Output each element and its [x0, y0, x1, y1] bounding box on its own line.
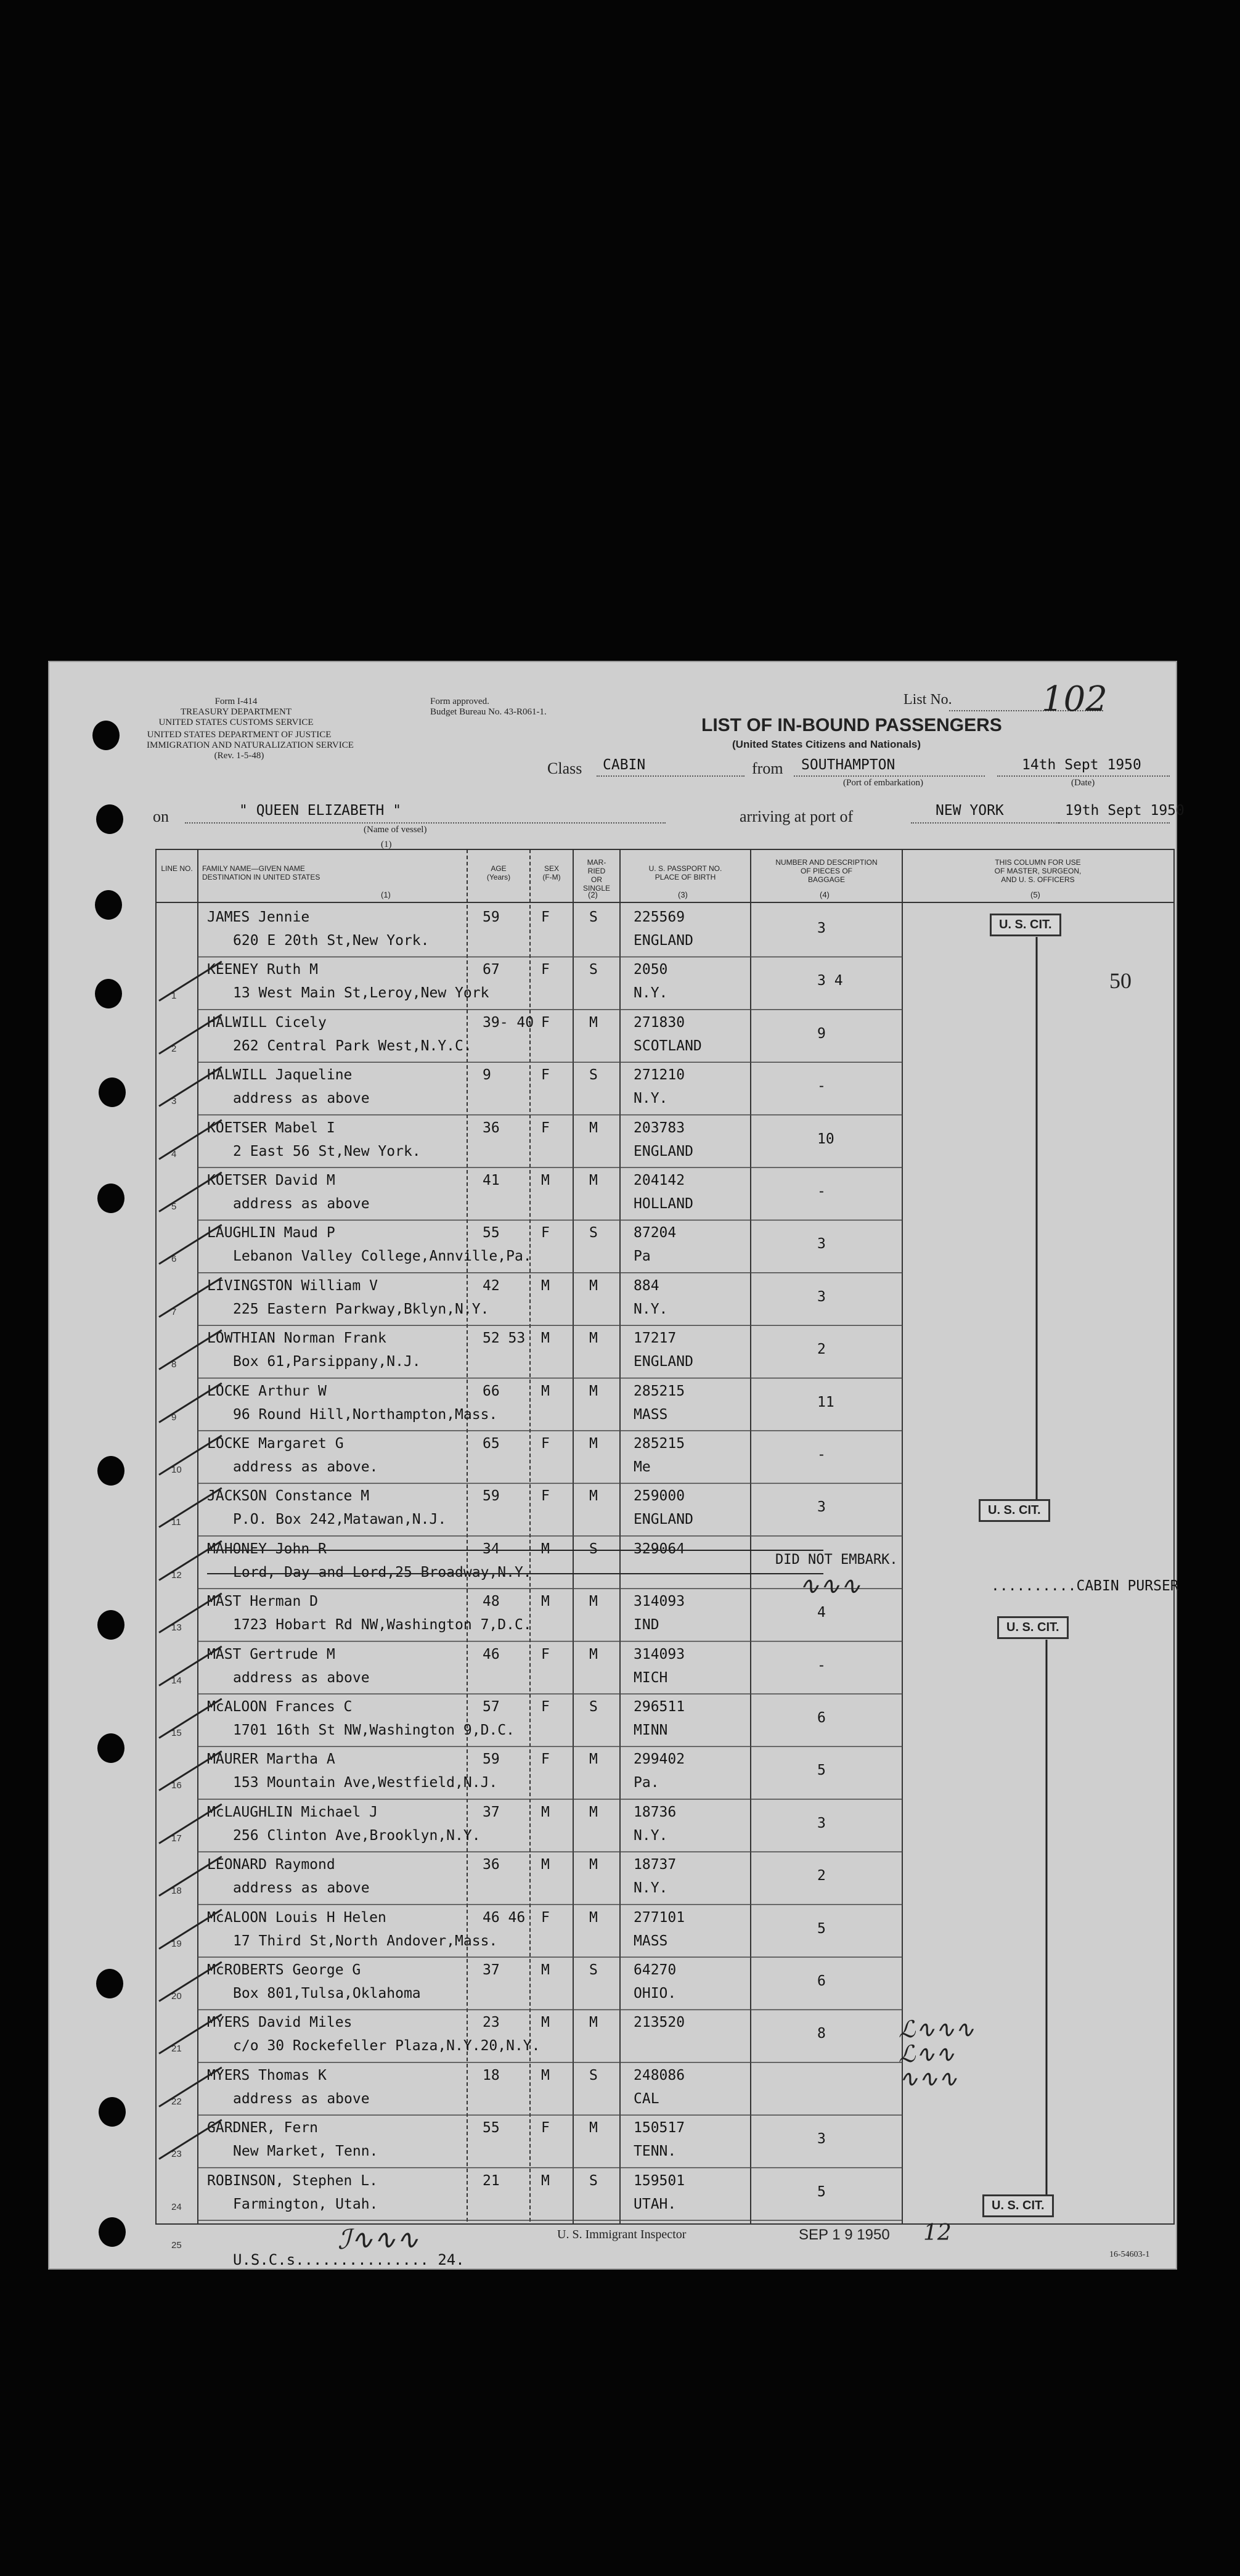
- place-of-birth: ENGLAND: [634, 1354, 693, 1370]
- passenger-destination: 225 Eastern Parkway,Bklyn,N.Y.: [233, 1301, 489, 1317]
- passenger-destination: 2 East 56 St,New York.: [233, 1143, 421, 1159]
- page-subtitle: (United States Citizens and Nationals): [732, 738, 921, 750]
- place-of-birth: MICH: [634, 1669, 668, 1686]
- passenger-sex: F: [541, 962, 550, 978]
- passenger-marital-status: M: [589, 1646, 598, 1662]
- passenger-destination: 256 Clinton Ave,Brooklyn,N.Y.: [233, 1827, 481, 1844]
- passenger-name: McROBERTS George G: [207, 1962, 361, 1978]
- passenger-marital-status: S: [589, 2067, 598, 2083]
- passenger-name: KEENEY Ruth M: [207, 962, 319, 978]
- passenger-marital-status: S: [589, 1225, 598, 1241]
- baggage-count: 6: [817, 1973, 826, 1989]
- baggage-count: 3: [817, 1288, 826, 1305]
- baggage-count: 10: [817, 1131, 834, 1147]
- passenger-name: LOWTHIAN Norman Frank: [207, 1330, 386, 1347]
- officer-signatures: ℒ∿∿∿ ℒ∿∿ ∿∿∿: [899, 2016, 974, 2092]
- col-header-line-no: LINE NO.: [161, 864, 193, 873]
- passport-number: 213520: [634, 2014, 685, 2031]
- passport-number: 329064: [634, 1540, 685, 1557]
- passenger-name: MAHONEY John R: [207, 1540, 327, 1557]
- passenger-name: MAURER Martha A: [207, 1751, 335, 1768]
- passenger-sex: F: [541, 1646, 550, 1662]
- line-number: 24: [171, 2201, 182, 2212]
- passenger-name: McLAUGHLIN Michael J: [207, 1804, 378, 1820]
- passenger-name: LOCKE Margaret G: [207, 1436, 344, 1452]
- passenger-name: MAST Herman D: [207, 1593, 319, 1610]
- passenger-name: LIVINGSTON William V: [207, 1277, 378, 1294]
- line-number: 10: [171, 1465, 182, 1475]
- col-num-1: (1): [381, 840, 392, 849]
- passenger-destination: P.O. Box 242,Matawan,N.J.: [233, 1511, 447, 1528]
- passenger-name: LEONARD Raymond: [207, 1857, 335, 1873]
- passenger-age: 37: [483, 1962, 500, 1978]
- baggage-count: 3: [817, 1815, 826, 1831]
- vessel-name: " QUEEN ELIZABETH ": [239, 803, 402, 819]
- passenger-name: MAST Gertrude M: [207, 1646, 335, 1662]
- line-number: 20: [171, 1991, 182, 2002]
- passenger-sex: M: [541, 1330, 550, 1347]
- passenger-name: JAMES Jennie: [207, 909, 310, 925]
- passenger-marital-status: M: [589, 1857, 598, 1873]
- passenger-marital-status: M: [589, 1804, 598, 1820]
- passenger-age: 36: [483, 1857, 500, 1873]
- passenger-destination: Farmington, Utah.: [233, 2196, 378, 2212]
- baggage-count: 5: [817, 1920, 826, 1937]
- passenger-age: 39- 40: [483, 1014, 534, 1031]
- passenger-name: HALWILL Cicely: [207, 1014, 327, 1031]
- passenger-destination: 13 West Main St,Leroy,New York: [233, 985, 489, 1002]
- place-of-birth: IND: [634, 1617, 659, 1634]
- passenger-name: LOCKE Arthur W: [207, 1383, 327, 1399]
- baggage-count: 3: [817, 1499, 826, 1516]
- passport-number: 314093: [634, 1593, 685, 1610]
- passenger-age: 42: [483, 1277, 500, 1294]
- passenger-marital-status: S: [589, 1699, 598, 1715]
- line-number: 23: [171, 2149, 182, 2160]
- line-number: 19: [171, 1938, 182, 1949]
- on-label: on: [153, 808, 169, 825]
- passport-number: 18737: [634, 1857, 677, 1873]
- line-number: 9: [171, 1412, 177, 1423]
- class-value: CABIN: [603, 757, 646, 773]
- passport-number: 884: [634, 1277, 659, 1294]
- place-of-birth: N.Y.: [634, 1090, 668, 1107]
- passenger-sex: F: [541, 1436, 550, 1452]
- passenger-sex: F: [541, 909, 550, 925]
- passenger-destination: address as above: [233, 1880, 370, 1897]
- line-number: 2: [171, 1043, 177, 1054]
- inspector-date-stamp: SEP 1 9 1950: [799, 2226, 890, 2243]
- form-number: Form I-414: [214, 697, 258, 706]
- line-number: 3: [171, 1096, 177, 1107]
- baggage-count: -: [817, 1657, 826, 1674]
- col-num-officers: (5): [1030, 890, 1040, 899]
- passenger-marital-status: M: [589, 1172, 598, 1188]
- usc-total: U.S.C.s............... 24.: [233, 2251, 465, 2268]
- passenger-sex: M: [541, 1277, 550, 1294]
- passenger-age: 37: [483, 1804, 500, 1820]
- place-of-birth: MASS: [634, 1932, 668, 1949]
- passenger-destination: Lord, Day and Lord,25 Broadway,N.Y.: [233, 1564, 532, 1580]
- passenger-age: 59: [483, 1488, 500, 1505]
- passenger-destination: address as above: [233, 1196, 370, 1212]
- passenger-age: 65: [483, 1436, 500, 1452]
- passenger-marital-status: M: [589, 1119, 598, 1136]
- place-of-birth: CAL: [634, 2090, 659, 2107]
- passenger-age: 52 53: [483, 1330, 526, 1347]
- ins-service: IMMIGRATION AND NATURALIZATION SERVICE: [147, 740, 354, 750]
- from-caption: (Port of embarkation): [843, 778, 923, 788]
- baggage-count: 3 4: [817, 973, 843, 989]
- col-num-married: (2): [588, 890, 598, 899]
- col-header-name: FAMILY NAME—GIVEN NAME DESTINATION IN UNITED STATES: [202, 864, 320, 881]
- passenger-sex: F: [541, 1909, 550, 1926]
- passenger-age: 59: [483, 909, 500, 925]
- place-of-birth: TENN.: [634, 2143, 677, 2160]
- place-of-birth: OHIO.: [634, 1985, 677, 2002]
- passenger-destination: 1723 Hobart Rd NW,Washington 7,D.C.: [233, 1617, 532, 1634]
- passport-number: 203783: [634, 1119, 685, 1136]
- passenger-destination: c/o 30 Rockefeller Plaza,N.Y.20,N.Y.: [233, 2038, 540, 2055]
- line-25: 25: [171, 2240, 182, 2251]
- us-cit-stamp: U. S. CIT.: [979, 1499, 1050, 1522]
- passenger-destination: 96 Round Hill,Northampton,Mass.: [233, 1406, 498, 1423]
- line-number: 12: [171, 1569, 182, 1580]
- baggage-count: 5: [817, 1762, 826, 1779]
- passenger-marital-status: S: [589, 909, 598, 925]
- passenger-sex: M: [541, 1804, 550, 1820]
- passenger-age: 46: [483, 1646, 500, 1662]
- baggage-count: 11: [817, 1394, 834, 1410]
- passenger-marital-status: M: [589, 1488, 598, 1505]
- passport-number: 277101: [634, 1909, 685, 1926]
- passenger-sex: F: [541, 1699, 550, 1715]
- baggage-count: 5: [817, 2183, 826, 2200]
- passenger-sex: M: [541, 1383, 550, 1399]
- passenger-marital-status: M: [589, 1436, 598, 1452]
- manifest-page: [48, 661, 1185, 2270]
- passport-number: 285215: [634, 1436, 685, 1452]
- us-cit-stamp: U. S. CIT.: [997, 1616, 1069, 1639]
- passport-number: 17217: [634, 1330, 677, 1347]
- passenger-name: JACKSON Constance M: [207, 1488, 370, 1505]
- passenger-age: 18: [483, 2067, 500, 2083]
- passport-number: 64270: [634, 1962, 677, 1978]
- passport-number: 271830: [634, 1014, 685, 1031]
- passenger-marital-status: S: [589, 1067, 598, 1084]
- line-number: 21: [171, 2043, 182, 2055]
- passenger-sex: M: [541, 1593, 550, 1610]
- place-of-birth: Pa: [634, 1248, 651, 1265]
- form-approved: Form approved.: [430, 697, 489, 706]
- baggage-count: -: [817, 1078, 826, 1095]
- baggage-count: 2: [817, 1341, 826, 1358]
- passenger-destination: address as above: [233, 2090, 370, 2107]
- passenger-sex: M: [541, 1172, 550, 1188]
- passenger-sex: F: [541, 1014, 550, 1031]
- passport-number: 248086: [634, 2067, 685, 2083]
- col-header-age: AGE (Years): [486, 864, 511, 881]
- passenger-age: 23: [483, 2014, 500, 2031]
- passenger-name: MYERS David Miles: [207, 2014, 353, 2031]
- col-header-sex: SEX (F-M): [542, 864, 561, 881]
- passenger-marital-status: M: [589, 2014, 598, 2031]
- budget-bureau: Budget Bureau No. 43-R061-1.: [430, 707, 547, 717]
- passenger-sex: F: [541, 1751, 550, 1768]
- line-number: 17: [171, 1833, 182, 1844]
- place-of-birth: SCOTLAND: [634, 1037, 702, 1054]
- passenger-destination: 620 E 20th St,New York.: [233, 933, 430, 949]
- passport-number: 285215: [634, 1383, 685, 1399]
- place-of-birth: ENGLAND: [634, 1143, 693, 1159]
- place-of-birth: N.Y.: [634, 1827, 668, 1844]
- line-number: 14: [171, 1675, 182, 1686]
- line-number: 11: [171, 1517, 181, 1528]
- baggage-count: 3: [817, 1236, 826, 1253]
- passenger-destination: 17 Third St,North Andover,Mass.: [233, 1932, 498, 1949]
- baggage-count: 2: [817, 1868, 826, 1884]
- baggage-count: -: [817, 1184, 826, 1200]
- baggage-count: 6: [817, 1710, 826, 1726]
- passenger-sex: M: [541, 1857, 550, 1873]
- place-of-birth: Me: [634, 1459, 651, 1475]
- baggage-count: DID NOT EMBARK.: [775, 1552, 898, 1568]
- place-of-birth: N.Y.: [634, 1880, 668, 1897]
- passenger-age: 41: [483, 1172, 500, 1188]
- line-number: 1: [171, 991, 177, 1002]
- justice-dept: UNITED STATES DEPARTMENT OF JUSTICE: [147, 730, 332, 740]
- passenger-name: McALOON Louis H Helen: [207, 1909, 386, 1926]
- passport-number: 259000: [634, 1488, 685, 1505]
- col-num-name: (1): [381, 890, 391, 899]
- line-number: 13: [171, 1622, 182, 1634]
- passport-number: 299402: [634, 1751, 685, 1768]
- passenger-destination: Box 801,Tulsa,Oklahoma: [233, 1985, 421, 2002]
- passenger-marital-status: M: [589, 1383, 598, 1399]
- list-no-handwritten: 102: [1042, 679, 1107, 719]
- passport-number: 87204: [634, 1225, 677, 1241]
- place-of-birth: ENGLAND: [634, 933, 693, 949]
- place-of-birth: N.Y.: [634, 985, 668, 1002]
- passenger-age: 55: [483, 1225, 500, 1241]
- pencil-note: 12: [923, 2220, 952, 2246]
- line-number: 5: [171, 1201, 177, 1212]
- passenger-marital-status: S: [589, 1540, 598, 1557]
- footer-code: 16-54603-1: [1109, 2250, 1150, 2259]
- treasury-dept: TREASURY DEPARTMENT: [180, 707, 292, 717]
- passenger-name: KOETSER Mabel I: [207, 1119, 335, 1136]
- arriving-label: arriving at port of: [740, 808, 854, 825]
- passenger-marital-status: M: [589, 2120, 598, 2136]
- passenger-destination: 153 Mountain Ave,Westfield,N.J.: [233, 1775, 498, 1791]
- place-of-birth: HOLLAND: [634, 1196, 693, 1212]
- passenger-sex: F: [541, 1119, 550, 1136]
- line-number: 18: [171, 1886, 182, 1897]
- arrival-date: 19th Sept 1950: [1065, 803, 1185, 819]
- passport-number: 225569: [634, 909, 685, 925]
- passenger-name: GARDNER, Fern: [207, 2120, 319, 2136]
- col-header-baggage: NUMBER AND DESCRIPTION OF PIECES OF BAGGAGE: [775, 858, 878, 884]
- page-title: LIST OF IN-BOUND PASSENGERS: [701, 715, 1002, 735]
- passenger-sex: M: [541, 2172, 550, 2189]
- passenger-marital-status: S: [589, 2172, 598, 2189]
- passenger-marital-status: M: [589, 1593, 598, 1610]
- passenger-age: 9: [483, 1067, 491, 1084]
- line-number: 22: [171, 2096, 182, 2107]
- passenger-marital-status: S: [589, 962, 598, 978]
- vessel-caption: (Name of vessel): [364, 825, 427, 835]
- purser-signature: ∿∿∿: [799, 1572, 861, 1600]
- us-cit-stamp: U. S. CIT.: [982, 2194, 1054, 2217]
- passport-number: 18736: [634, 1804, 677, 1820]
- col-header-officers: THIS COLUMN FOR USE OF MASTER, SURGEON, AND U. S. OFFICERS: [994, 858, 1082, 884]
- passport-number: 271210: [634, 1067, 685, 1084]
- port-value: NEW YORK: [936, 803, 1004, 819]
- inspector-signature: ℐ∿∿∿: [338, 2224, 419, 2255]
- passenger-sex: F: [541, 1488, 550, 1505]
- place-of-birth: Pa.: [634, 1775, 659, 1791]
- passenger-sex: F: [541, 2120, 550, 2136]
- customs-service: UNITED STATES CUSTOMS SERVICE: [158, 718, 314, 727]
- passenger-destination: 262 Central Park West,N.Y.C.: [233, 1037, 472, 1054]
- line-number: 15: [171, 1728, 182, 1738]
- us-cit-stamp: U. S. CIT.: [990, 914, 1061, 936]
- passenger-age: 36: [483, 1119, 500, 1136]
- baggage-count: -: [817, 1447, 826, 1463]
- line-number: 16: [171, 1780, 182, 1791]
- passenger-marital-status: S: [589, 1962, 598, 1978]
- passenger-sex: M: [541, 1540, 550, 1557]
- passenger-marital-status: M: [589, 1014, 598, 1031]
- line-number: 6: [171, 1254, 177, 1265]
- passenger-sex: M: [541, 2014, 550, 2031]
- passenger-sex: M: [541, 2067, 550, 2083]
- passenger-destination: address as above.: [233, 1459, 378, 1475]
- passenger-marital-status: M: [589, 1277, 598, 1294]
- place-of-birth: MASS: [634, 1406, 668, 1423]
- passenger-sex: F: [541, 1067, 550, 1084]
- place-of-birth: N.Y.: [634, 1301, 668, 1317]
- passenger-destination: Lebanon Valley College,Annville,Pa.: [233, 1248, 532, 1265]
- passenger-sex: F: [541, 1225, 550, 1241]
- passenger-marital-status: M: [589, 1751, 598, 1768]
- passenger-age: 34: [483, 1540, 500, 1557]
- date-caption: (Date): [1071, 778, 1095, 788]
- passenger-name: ROBINSON, Stephen L.: [207, 2172, 378, 2189]
- line-number: 8: [171, 1359, 177, 1370]
- passport-number: 2050: [634, 962, 668, 978]
- passport-number: 296511: [634, 1699, 685, 1715]
- line-number: 4: [171, 1148, 177, 1159]
- baggage-count: 8: [817, 2026, 826, 2042]
- passenger-age: 57: [483, 1699, 500, 1715]
- cabin-purser-label: ..........CABIN PURSER: [991, 1578, 1179, 1594]
- col-num-passport: (3): [678, 890, 688, 899]
- passenger-destination: 1701 16th St NW,Washington 9,D.C.: [233, 1722, 515, 1738]
- inspector-label: U. S. Immigrant Inspector: [557, 2228, 687, 2241]
- margin-note-50: 50: [1109, 968, 1132, 993]
- date-value: 14th Sept 1950: [1022, 757, 1141, 773]
- passenger-age: 59: [483, 1751, 500, 1768]
- class-label: Class: [547, 759, 582, 777]
- stamp-connectors: [48, 661, 1177, 2270]
- passenger-name: MYERS Thomas K: [207, 2067, 327, 2083]
- line-number: 7: [171, 1306, 177, 1317]
- passenger-destination: address as above: [233, 1669, 370, 1686]
- from-label: from: [752, 759, 783, 777]
- passenger-marital-status: M: [589, 1909, 598, 1926]
- passport-number: 159501: [634, 2172, 685, 2189]
- col-num-baggage: (4): [820, 890, 830, 899]
- from-value: SOUTHAMPTON: [801, 757, 895, 773]
- passenger-sex: M: [541, 1962, 550, 1978]
- passenger-destination: address as above: [233, 1090, 370, 1107]
- passenger-age: 48: [483, 1593, 500, 1610]
- passenger-name: KOETSER David M: [207, 1172, 335, 1188]
- list-no-label: List No.: [903, 692, 952, 708]
- col-header-passport: U. S. PASSPORT NO. PLACE OF BIRTH: [648, 864, 722, 881]
- passport-number: 150517: [634, 2120, 685, 2136]
- place-of-birth: MINN: [634, 1722, 668, 1738]
- passenger-age: 55: [483, 2120, 500, 2136]
- passenger-destination: Box 61,Parsippany,N.J.: [233, 1354, 421, 1370]
- baggage-count: 4: [817, 1605, 826, 1621]
- passenger-age: 21: [483, 2172, 500, 2189]
- place-of-birth: ENGLAND: [634, 1511, 693, 1528]
- passenger-marital-status: M: [589, 1330, 598, 1347]
- col-header-married: MAR- RIED OR SINGLE: [582, 858, 610, 893]
- passenger-age: 66: [483, 1383, 500, 1399]
- passenger-age: 46 46: [483, 1909, 526, 1926]
- baggage-count: 3: [817, 2131, 826, 2148]
- passenger-name: HALWILL Jaqueline: [207, 1067, 353, 1084]
- revision: (Rev. 1-5-48): [214, 751, 264, 761]
- place-of-birth: UTAH.: [634, 2196, 677, 2212]
- passenger-destination: New Market, Tenn.: [233, 2143, 378, 2160]
- passenger-age: 67: [483, 962, 500, 978]
- baggage-count: 3: [817, 920, 826, 936]
- baggage-count: 9: [817, 1025, 826, 1042]
- passenger-name: McALOON Frances C: [207, 1699, 353, 1715]
- passenger-name: LAUGHLIN Maud P: [207, 1225, 335, 1241]
- passport-number: 204142: [634, 1172, 685, 1188]
- passport-number: 314093: [634, 1646, 685, 1662]
